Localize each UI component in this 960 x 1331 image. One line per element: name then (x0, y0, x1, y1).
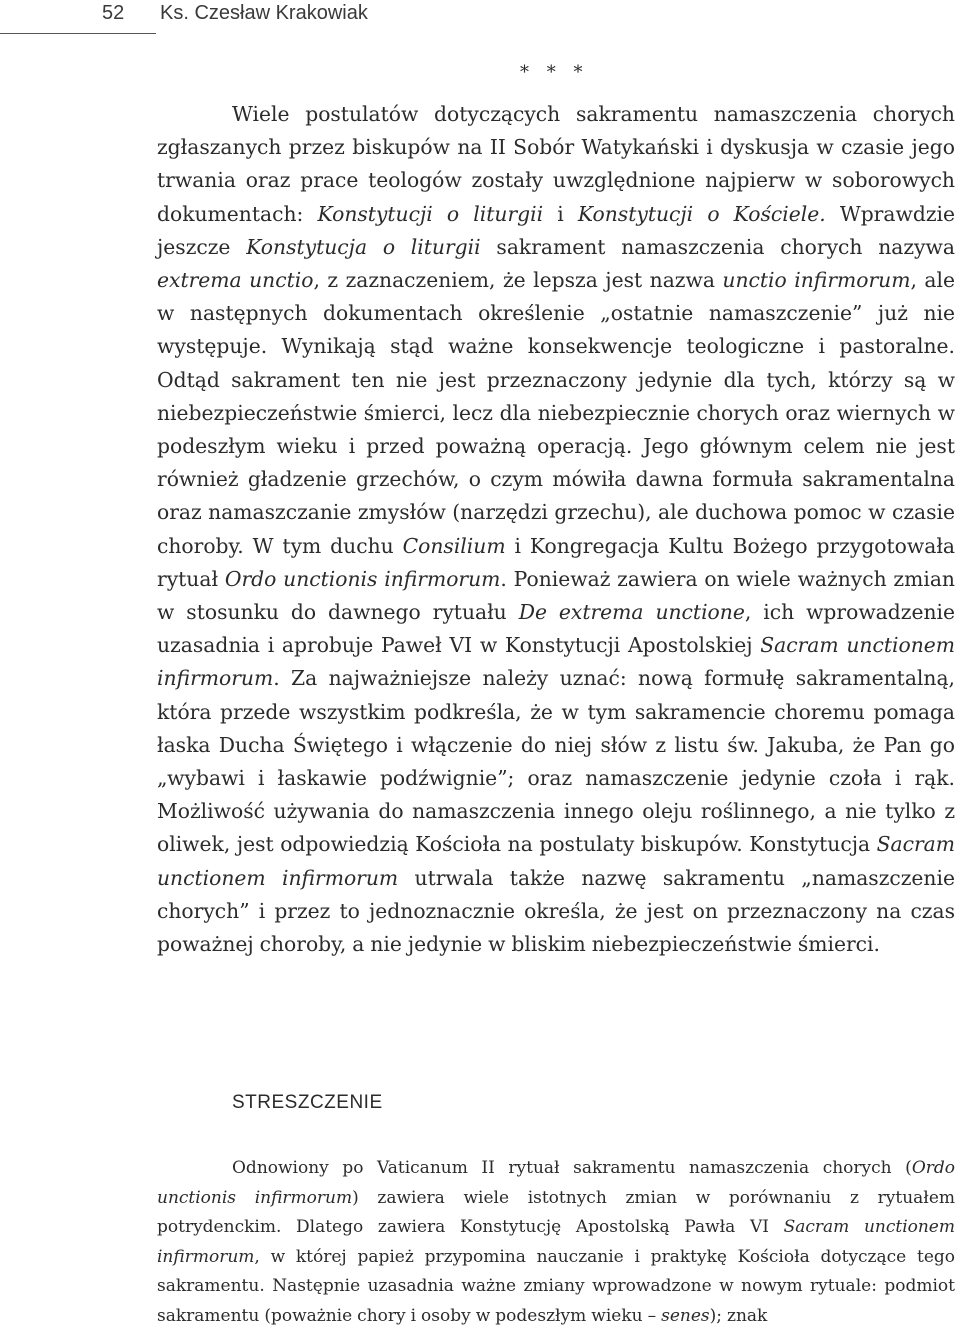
text-run: . Ponieważ zawiera on wiele ważnych zmian w stosunku do dawnego rytuału (157, 566, 955, 625)
text-run: utrwala także nazwę sakramentu „namaszczenie chorych” i przez to jednoznacznie określa, że jest on przeznaczony na czas poważnej choroby, a nie jedynie w bliskim niebezpieczeństwie śmierci. (157, 865, 955, 957)
italic-run: De extrema unctione (518, 600, 745, 625)
main-body (157, 98, 955, 961)
text-run: , ale w następnych dokumentach określenie „ostatnie namaszczenie” już nie występuje. Wynikają stąd ważne konsekwencje teologiczne i pastoralne. Odtąd sakrament ten nie jest przeznaczony jedynie dla tych, którzy są w niebezpieczeństwie śmierci, lecz dla niebezpiecznie chorych oraz wiernych w podeszłym wieku i przed poważną operacją. Jego głównym celem nie jest również gładzenie grzechów, o czym mówiła dawna formuła sakramentalna oraz namaszczanie zmysłów (narzędzi grzechu), ale duchowa pomoc w czasie choroby. W tym duchu (157, 268, 955, 558)
running-head: Ks. Czesław Krakowiak (160, 2, 368, 24)
italic-run: Sacram unctionem infirmorum (157, 1217, 955, 1267)
header-rule (0, 33, 156, 34)
text-run: i Kongregacja Kultu Bożego przygotowała rytuał (157, 533, 955, 591)
italic-run: senes (661, 1305, 710, 1326)
text-run: sakrament namaszczenia chorych nazywa (480, 234, 955, 259)
page-number: 52 (102, 2, 125, 24)
italic-run: unctio infirmorum (722, 268, 911, 293)
text-run: ); znak (709, 1305, 768, 1326)
italic-run: Sacram unctionem infirmorum (157, 633, 955, 691)
text-run: . Za najważniejsze należy uznać: nową formułę sakramentalną, która przede wszystkim podkreśla, że w tym sakramencie choremu pomaga łaska Ducha Świętego i włączenie do niej słów z listu św. Jakuba, że Pan go „wybawi i łaskawie podźwignie”; oraz namaszczenie jedynie czoła i rąk. Możliwość używania do namaszczenia innego oleju roślinnego, a nie tylko z oliwek, jest odpowiedzią Kościoła na postulaty biskupów. Konstytucja (157, 666, 955, 857)
page-header (0, 0, 960, 34)
section-heading: STRESZCZENIE (232, 1092, 383, 1113)
summary-paragraph (157, 1154, 955, 1331)
italic-run: Konstytucji o liturgii (317, 201, 544, 226)
text-run: Wiele postulatów dotyczących sakramentu namaszczenia chorych zgłaszanych przez biskupów na II Sobór Watykański i dyskusja w czasie jego trwania oraz prace teologów zostały uwzględnione najpierw w soborowych dokumentach: (157, 102, 955, 226)
italic-run: Sacram unctionem infirmorum (157, 832, 955, 890)
summary-body (157, 1154, 955, 1331)
text-run: i (543, 201, 578, 226)
italic-run: Ordo unctionis infirmorum (224, 566, 501, 591)
italic-run: Konstytucja o liturgii (246, 234, 481, 259)
text-run: , w której papież przypomina nauczanie i praktykę Kościoła dotyczące tego sakramentu. Następnie uzasadnia ważne zmiany wprowadzone w nowym rytuale: podmiot sakramentu (poważnie chory i osoby w podeszłym wieku – (157, 1246, 955, 1326)
text-run: ) zawiera wiele istotnych zmian w porównaniu z rytuałem potrydenckim. Dlatego zawiera Konstytucję Apostolską Pawła VI (157, 1187, 956, 1237)
text-run: , z zaznaczeniem, że lepsza jest nazwa (313, 268, 723, 293)
section-break: * * * (520, 62, 589, 83)
italic-run: Konstytucji o Kościele. (577, 201, 826, 226)
text-run: Odnowiony po Vaticanum II rytuał sakramentu namaszczenia chorych ( (232, 1158, 912, 1178)
italic-run: Consilium (402, 533, 506, 558)
body-paragraph (157, 98, 955, 961)
italic-run: Ordo unctionis infirmorum (157, 1158, 955, 1208)
text-run: Wprawdzie jeszcze (157, 201, 955, 259)
italic-run: extrema unctio (157, 268, 314, 293)
text-run: , ich wprowadzenie uzasadnia i aprobuje Paweł VI w Konstytucji Apostolskiej (157, 600, 955, 658)
